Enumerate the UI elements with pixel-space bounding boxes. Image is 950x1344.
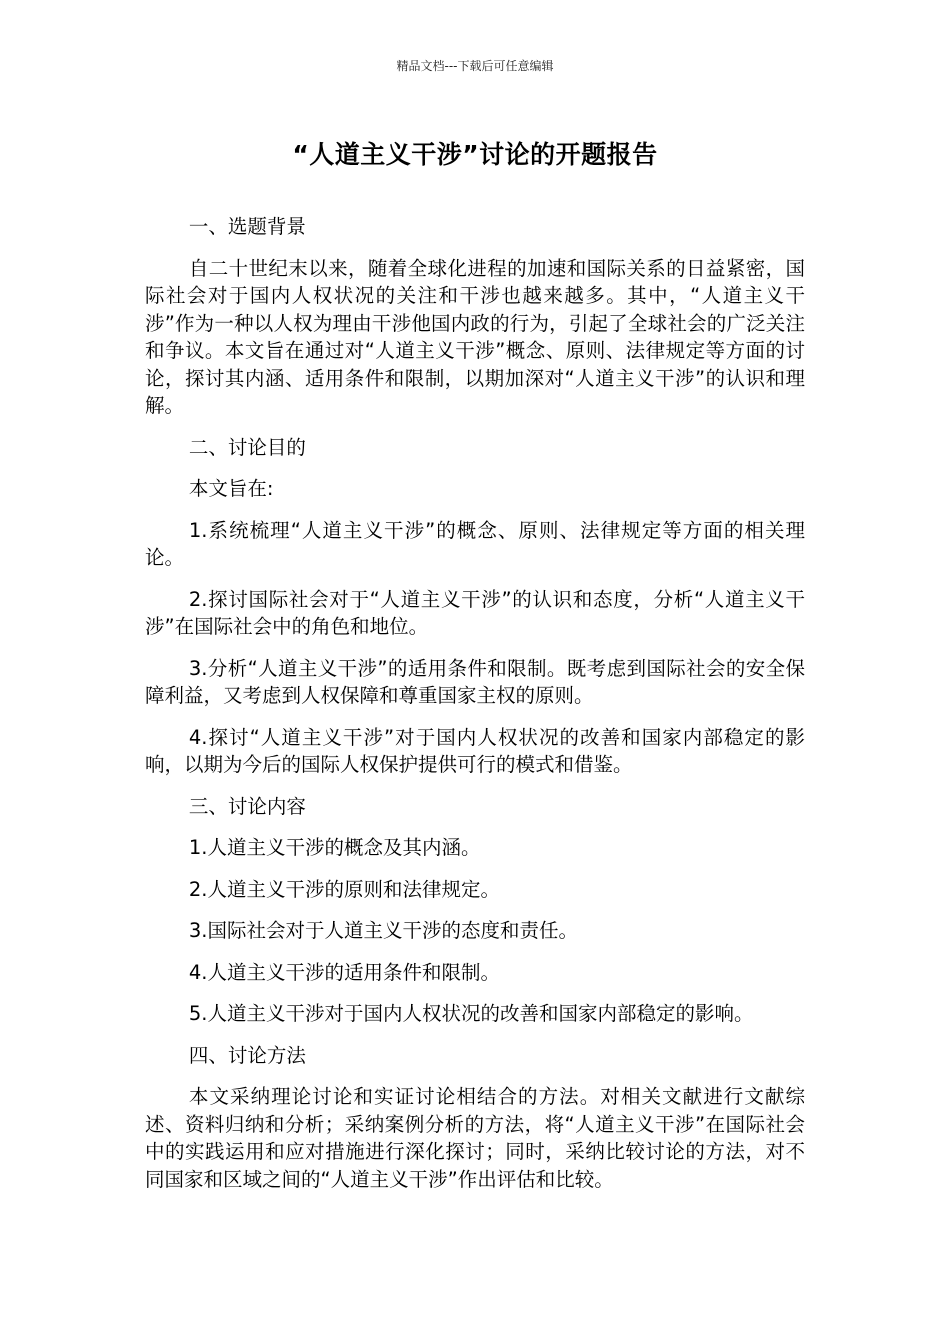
document-body bbox=[145, 213, 805, 1207]
document-title: “人道主义干涉”讨论的开题报告 bbox=[292, 140, 658, 169]
content-item: 5.人道主义干涉对于国内人权状况的改善和国家内部稳定的影响。 bbox=[188, 1002, 754, 1025]
purpose-item: 1.系统梳理“人道主义干涉”的概念、原则、法律规定等方面的相关理论。 bbox=[145, 518, 805, 569]
background-paragraph: 自二十世纪末以来，随着全球化进程的加速和国际关系的日益紧密，国际社会对于国内人权状况的关注和干涉也越来越多。其中，“人道主义干涉”作为一种以人权为理由干涉他国内政的行为，引起了全球社会的广泛关注和争议。本文旨在通过对“人道主义干涉”概念、原则、法律规定等方面的讨论，探讨其内涵、适用条件和限制，以期加深对“人道主义干涉”的认识和理解。 bbox=[145, 256, 805, 417]
section-heading-purpose: 二、讨论目的 bbox=[188, 435, 306, 459]
header-note: 精品文档---下载后可任意编辑 bbox=[396, 59, 554, 73]
section-heading-background: 一、选题背景 bbox=[188, 215, 306, 238]
method-paragraph: 本文采纳理论讨论和实证讨论相结合的方法。对相关文献进行文献综述、资料归纳和分析；采纳案例分析的方法，将“人道主义干涉”在国际社会中的实践运用和应对措施进行深化探讨；同时，采纳比较讨论的方法，对不同国家和区域之间的“人道主义干涉”作出评估和比较。 bbox=[145, 1085, 805, 1191]
content-item: 2.人道主义干涉的原则和法律规定。 bbox=[188, 877, 500, 901]
purpose-item: 2.探讨国际社会对于“人道主义干涉”的认识和态度，分析“人道主义干涉”在国际社会中的角色和地位。 bbox=[145, 587, 805, 638]
purpose-item: 4.探讨“人道主义干涉”对于国内人权状况的改善和国家内部稳定的影响，以期为今后的国际人权保护提供可行的模式和借鉴。 bbox=[145, 725, 805, 776]
content-item: 4.人道主义干涉的适用条件和限制。 bbox=[188, 960, 500, 984]
content-item: 3.国际社会对于人道主义干涉的态度和责任。 bbox=[188, 919, 578, 942]
purpose-item: 3.分析“人道主义干涉”的适用条件和限制。既考虑到国际社会的安全保障利益，又考虑到人权保障和尊重国家主权的原则。 bbox=[145, 656, 805, 707]
content-item: 1.人道主义干涉的概念及其内涵。 bbox=[188, 836, 481, 859]
purpose-intro: 本文旨在: bbox=[188, 477, 274, 500]
section-heading-content: 三、讨论内容 bbox=[188, 794, 306, 818]
section-heading-method: 四、讨论方法 bbox=[188, 1043, 306, 1067]
